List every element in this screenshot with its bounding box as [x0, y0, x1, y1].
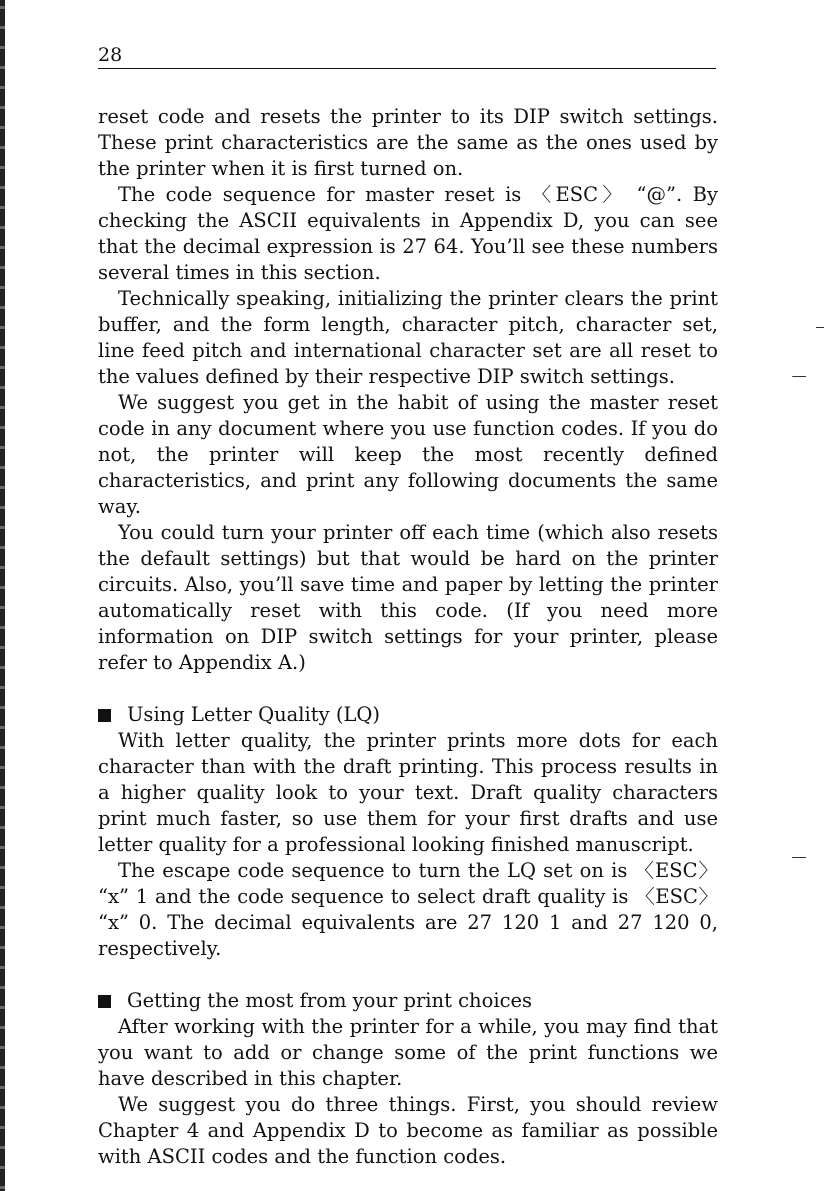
square-bullet-icon	[98, 995, 111, 1008]
paragraph: You could turn your printer off each time (which also resets the default settings) but that would be hard on the printer circuits. Also, you’ll save time and paper by letting the printer automatically reset with this code. (If you need more information on DIP switch settings for your printer, please refer to Appendix A.)	[98, 521, 718, 674]
margin-mark	[792, 376, 806, 377]
paragraph: With letter quality, the printer prints more dots for each character than with the draft printing. This process results in a higher quality look to your text. Draft quality characters print much faster, so use them for your first drafts and use letter quality for a professional looking finished manuscript.	[98, 729, 718, 856]
paragraph: reset code and resets the printer to its DIP switch settings. These print characteristics are the same as the ones used by the printer when it is first turned on.	[98, 105, 718, 180]
binding-edge	[0, 0, 5, 1191]
square-bullet-icon	[98, 709, 111, 722]
section-heading	[98, 988, 718, 1014]
paragraph: The escape code sequence to turn the LQ set on is 〈ESC〉 “x” 1 and the code sequence to select draft quality is 〈ESC〉 “x” 0. The decimal equivalents are 27 120 1 and 27 120 0, respectively.	[98, 859, 718, 960]
margin-mark	[816, 327, 824, 328]
paragraph: We suggest you do three things. First, you should review Chapter 4 and Appendix D to become as familiar as possible with ASCII codes and the function codes.	[98, 1093, 718, 1168]
section-heading	[98, 702, 718, 728]
paragraph: We suggest you get in the habit of using the master reset code in any document where you use function codes. If you do not, the printer will keep the most recently defined characteristics, and print any following documents the same way.	[98, 391, 718, 518]
section-print-choices	[98, 988, 718, 1170]
section-heading-text: Using Letter Quality (LQ)	[127, 703, 380, 726]
header-rule	[98, 68, 716, 69]
page-number: 28	[98, 44, 123, 66]
section-heading-text: Getting the most from your print choices	[127, 989, 533, 1012]
section-letter-quality	[98, 702, 718, 962]
margin-mark	[792, 857, 806, 858]
paragraph: The code sequence for master reset is 〈ESC〉 “@”. By checking the ASCII equivalents in Appendix D, you can see that the decimal expression is 27 64. You’ll see these numbers several times in this section.	[98, 183, 718, 284]
paragraph: Technically speaking, initializing the printer clears the print buffer, and the form length, character pitch, character set, line feed pitch and international character set are all reset to the values defined by their respective DIP switch settings.	[98, 287, 718, 388]
body-text	[98, 104, 718, 1170]
paragraph: After working with the printer for a while, you may find that you want to add or change some of the print functions we have described in this chapter.	[98, 1015, 718, 1090]
